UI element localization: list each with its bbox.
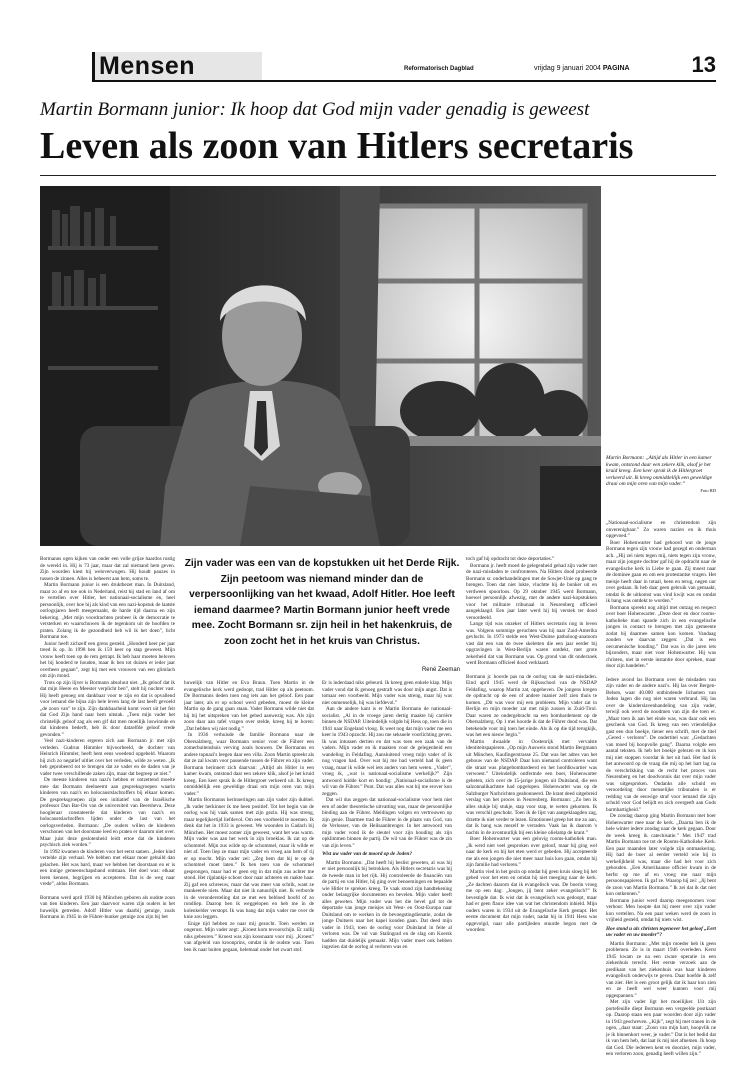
paragraph: huwelijk van Hitler en Eva Braun. Toen Martin in de evangelische kerk werd gedoopt, trad Hitler op als peetoom. De Bormanns deden toen nog iets aan het geloof. Een paar jaar later, als er op school werd gebeden, moest de kleine Martin op de gang gaan staan. Vader Bormann wilde niet dat hij bij het uitspreken van het gebed aanwezig was. Als zijn zoon daar aan tafel vragen over stelde, kreeg hij te horen: „Dat hebben wij niet nodig.” [184,680,314,732]
paragraph: Veel nazi-kinderen ergeren zich aan Bormann jr. met zijn verleden. Gudrun Himmler bijvoorbeeld, de dochter van Heinrich Himmler, heeft hem eens woedend opgebeld. Waarom hij zich zo negatief uitliet over het verleden, wilde ze weten. „Ik heb geprobeerd tot te brengen dat ze vader en de daden van je vader twee verschillende zaken zijn, maar dat begreep ze niet.” [40,738,175,777]
pull-quote: Zijn vader was een van de kopstukken uit het Derde Rijk. Zijn peetoom was niemand minder dan de verpersoonlijking van het kwaad, Adolf Hitler. Hoe leeft iemand daarmee? Martin Bormann junior heeft vrede mee. Zocht Bormann sr. zijn heil in het hakenkruis, de zoon zocht het in het kruis van Christus. [184,558,460,647]
paragraph: Martin Bormann: „Met mijn moeder heb ik geen problemen. Ze is in maart 1946 overleden. Kerst 1945 kwam ze na een zware operatie in een ziekenhuis terecht. Het eerste verzoek aan de predikant van het ziekenhuis was haar kinderen evangelisch onderwijs te geven. Daar hoefde ik zelf van ziet. Het is een groot gelijk dat ik haar kon zien en ze heeft wel weer kunnen voor mij opgespannen.” [606,940,716,999]
paragraph: Martin Bormanns herinneringen aan zijn vader zijn dubbel. „Ik vader herkinner ik me heen positief. Tot het begin van de oorlog was hij vaak samen met zijn gezin. Hij was streng, maar tegelijkertijd liefdevol. Om een voorbeeld te noemen. Ik denk dat het in 1933 is geweest. We woonden in Gadach bij München. Het moest zomer zijn geweest, want het was warm. Mijn vader was aan het werk in zijn broeklas. Ik zat op de schommel. Mijn zus wilde op de schommel, maar ik wilde er niet af. Toen liep ze maar mijn vader en vroeg aan hem of rij er op mocht. Mijn vader zei: „Zeg hem dat hij te op de schommel moet laten.” Ik ben toen van de schommel gesprongen, maar had er geen erg in dat mijn zus achter me stond. Het rijplankje schoot door naar achteren en raakte haar. Zij gaf een schreeuw, maar dat was meer van schrik, want ze mankeerde niets. Maar dat niet ik natuurlijk niet. Ik verborde in de verondersteling dat ze met een bebloed hoofd of zo rondliep. Daarop ben ik weggelopen en heb me in de kolenkelder verstopt. Ik was bang dat mijn vader me over de knie zou leggen. [184,797,314,920]
paragraph: Bormann jr. heeft moed de gelegenheid gehad zijn vader met de nazi-misdaden te confronteren. Na Hitlers dood probeerde Bormann sr. onderhandelingen met de Sowjet-Unie op gang te brengen. Toen dat niet lukte, vluchtte hij de bunker uit en verdween spoorloos. Op 29 oktober 1945 werd Bormann, hoewel persoonlijk afwezig, met de andere nazi-kopstukken voor het militaire tribunaal in Neurenberg officieel aangeklaagd. Een jaar later werd hij bij verstek ter dood veroordeeld. [466,562,597,621]
paragraph: Met zijn vader ligt het moeilijker. Uit zijn portefeuille diept Bormann een vergeelde postkaart op. Daarop staan een paar woorden door zijn vader in 1943 geschreven. „Kijk”, zegt hij met tranen in de ogen, „daar staat: „Zoon van mijn hart, hoopvlik ne je ik binnenkort weer, je vader.” Dat is het bedid dat ik van hem heb, dat laat ik mij niet afnemen. Ik hoop dat God. Die iedereen kent en doorziet, mijn vader, een verloren zoon, genadig heeft willen zijn.” [606,999,716,1056]
interview-question: Wist uw vader van de moord op de Joden? [322,851,413,857]
paragraph: Er is inderdaad niks gebeurd. Ik kreeg geen enkele klap. Mijn vader vond dat ik genoeg gestraft was door mijn angst. Dat is tomaar een voorbeeld. Mijn vader was streng, maar hij was niet onmenselijk, hij was liefdevol.” [322,680,452,706]
paragraph: Iedere avond las Bormann over de misdaden van zijn vader en de andere nazi's. Hij las over Bergen-Belsen, waar 40.000 ontbindende lichamen van Joden lagen die nog niet waren verbrand. Hij las over de kinderslavenhandeling van zijn vader, terwijl ook werd de noodmen van zijn die toen er. „Maar toen ik aan het einde was, was daar ook een geschenk van God. Ik kreeg van een vriendelijke gast een dun boekje, tiener een schrift, met de titel „Gered - verloren”. De ondertitel was: „Gedachten van moed bij hoopvolle gang”. Daarna volgde een aantal teksten. Ik heb het boekje gelezen en ik kon mij niet stoppen voordat ik het uit had. Het had ik het antwoord op de vraag die mij op het hart lag na de verschrikking van de recht het proces van Neurenberg en het doodvonnis dat over mijn vader was uitgesproken. Ondanks alle schuld en veroordeling door menselijke tribunalen is er redding van de eeuwige straf voor iemand die zijn schuld voor God belijdt en zich overgeeft aan Gods barmhartigheid.” [606,676,716,813]
interview-question: Hoe stond u als christen tegenover het geloof „Eert uw vader en uw moeder”? [606,925,716,938]
issue-date: vrijdag 9 januari 2004 PAGINA [534,65,630,72]
paragraph: Bormanns ogen kijken van onder een volle grijze haardos rustig de wereld in. Hij is 73 jaar, maar dat zal niemand hem geven. Zijn woorden kiest hij weloverwogen. Hij houdt pauzes in tussen de zinnen. Alles is beheerst aan hem, soms te. [40,556,175,582]
newspaper-name: Reformatorisch Dagblad [404,66,474,72]
paragraph: Bormann werd april 1930 bij München geboren als oudste zoon van tien kinderen. Een jaar daarvoor waren zijn ouders in het huwelijk getreden. Adolf Hitler was daarbij getuige, zoals Bormann in 1945 in de Führer-bunker getuige zou zijn bij het [40,894,175,920]
section-title: Mensen [92,52,262,80]
paragraph: Bormann spreekt nog altijd met ontzag en respect over boer Hohenwarter. „Deze door en door rooms-katholieke man spande zich in een evangelische jongen in contact te brengen met zijn gemeente zodat hij daarmee samen kon komen. Vandaag zouden we daarvan zeggen: „Dat is een oecumenische houding.” Dat was in die jaren iets bijzonders, maar niet voor Hohenwarter. Hij was christen, niet in eerste instantie door spreken, maar door zijn handelen.” [606,604,716,669]
paragraph: Junior heeft zichzelf een grens gesteld. „Honderd keer per jaar treed ik op. In 1998 ben ik 159 keer op stap geweest. Mijn vrouw heeft toen op de rem getrapt. Ik heb haar moeten beloven het bij honderd te houden, maar ik ben tot duizen er ieder jaar overheen gegaan”, zegt hij met een vrouwen van een glimlach om zijn mond. [40,640,175,679]
portrait-photo [40,186,601,546]
title-rule [40,175,716,176]
paragraph: Lange tijd was onzeker of Hitlers secretaris nog in leven was. Volgens sommige geruchten was hij naar Zuid-Amerika gevlucht. In 1973 stelde een West-Duitse patholoog-anatoom vast dat een van de twee skeletten die een jaar eerder bij opgravingen in West-Berlijn waren ontdekt, met grote zekerheid dat van Bormann was. Op grond van dit onderzoek werd Bormann officieel dood verklaard. [466,621,597,666]
paragraph: Dat wil dus zeggen dat nationaal-socialisme voor hem niet een of ander theoretische uitvatting was, maar de persoonlijke binding aan de Führer. Meldingen volgen en vertrouwen op zijn genie. Daarmee trad de Führer in de plaats van God, van de Verlosser, van de Heilsaanbrenger. In het antwoord van mijn vader vond ik de sleutel voor zijn houding als zijn opklimmen binnen de partij. De wil van de Führer was de zin van zijn leven.” [322,797,452,849]
paragraph: Bormann jr. hoorde pas na de oorlog van de nazi-misdaden. Eind april 1945 werd de Rijksschool van de NSDAP Feldafing, waarop Martin zat, opgeheven. De jongens kregen de opdracht op de een of andere manier zelf zien thuis te komen. „Dit was voor mij een probleem. Mijn vader zat in Berlijn en mijn moeder zat met mijn zussen in Zuid-Tirol. Daar waren ze ondergebracht na een bombardement op de Obersalzberg. Op 1 mei hoorde ik dat de Führer dood was. Dat betekende voor mij toen het einde. Als ik op die tijd terugkijk, was het een nieuw begin.” [466,673,597,738]
header-rule [92,80,716,82]
paragraph: Boer Hohenwarter had gehoord wat de jonge Bormann tegen zijn vrouw had gezegd en onderman ach. „Hij zei niets tegen mij, niets tegen zijn vrouw, maar zijn jongste dochter gaf hij de opdracht naar de evangelische kerk in Liebe te gaan. Zij moest naar de dominee gaan en om een protestantse vragen. Het meisje heeft daar in totaal, heen en terug, negen uur over gedaan. Ik heb daar geen gebruik van gemaakt, omdat ik de uitkomst was vind kwijt was en omdat ik bang was ontdekt te worden.” [606,539,716,604]
caption-text: Martin Bormann: „Altijd als Hitler in een kamer kwam, ontstond daar een zekere klik, alsof je het kruid kreeg. Een keer sprak ik de Hitlergroet verkeerd uit. Ik kreeg onmiddellijk een geweldige draai om mijn oren van mijn vader.” [606,455,713,488]
body-column-5 [606,520,716,1056]
body-column-3 [322,680,452,1056]
header-meta [404,62,684,76]
body-column-2 [184,680,314,1056]
page-number: 13 [691,52,716,77]
paragraph: Boer Hohenwarter was een gelovig rooms-katholiek man. „Ik werd niet veel gesproken over geloof, maar hij ging wel naar de kerk en bij het eten werd er gebeden. Hij accepteerde me als een jongen die niet meer naar huis kon gaan, omdat hij zijn familie had verloren.” [466,836,597,868]
paragraph: Enige tijd hebben ze naar mij gezocht. Toen werden ze ongerust. Mijn vader zegt: „Kroest kom tevoorschijn. Er zullij niks gebeuren.” Kroest was zijn koosnaam voor mij. „Kroest” van afgeleid van kroonprins, omdat ik de oudste was. Toen ben ik naar buiten gegaan, helemaal onder het zwart stof. [184,920,314,953]
paragraph: Martin Bormann junior is een druktbezet man. In Duitsland, maar zo af en toe ook in Nederland, reist hij stad en land af om te vertellen over Hitler, het nationaal-socialisme en, heel persoonlijk, over hoe hij als kind van een nazi-kopstuk de laatste oorlogsjaren heeft meegemaakt, de harde tijd daarna en zijn bekering. „Met mijn voordrachten probeer ik de democratie te versterken en waarschuwen ik de tegenkom uit de hoofden te praten. Zolang ik de gezondheid heb wil ik het doen”, licht Bormann toe. [40,582,175,640]
paragraph: Martin dwaalde in Oostenrijk met vervalste identiteitspapieren. „Op mijn Ausweis stond Martin Bergmann uit München, Kaufingerstrasse 25. Dat was het adres van het gebouw van de NSDAP. Daar kon niemand controleren want die straat was platgebombardeerd en het hoofdkwartier was verwoest.” Uiteindelijk ontfermde een boer, Hohenwarter geheten, zich over de 15-jarige jongen uit Duitsland, die een salzonnalikachtste had opgelopen. Hohenwarter was op de Salzburger Nachrichten geabonneerd. De krant deed uitgebreid verslag van het proces in Neurenberg. Bormann: „Zo ben ik alles stukje bij stukje, stap voor stap, te weten gekomen. Ik was verschil geschokt. Toen ik de lijst van aangeklaagden zag, drzette ik niet verder te lezen. Emotioneel greep het me zo aan, dat ik bang was mezelf te verraden. Vaak las ik daarom 's nachts in de avontuurlijk bij een kleine olielamp de krant.” [466,738,597,836]
article-kicker: Martin Bormann junior: Ik hoop dat God mijn vader genadig is geweest [40,99,590,120]
paragraph: Aan de andere kant is er Martin Bormann de nationaal-socialist. „Al in de vroege jaren dertig maakte hij carrière binnen de NSDAP. Uiteindelijk volgde hij Hess op, toen die in 1941 naar Engeland vloog. Ik weet nog dat mijn vader me een keer in 1943 opzocht. Hij zou me seksuele voorlichting geven. Ik was intussen dertien en dat was toen een zaak van de vaders. Mijn vader en ik maakten voor de gelegenheid een wandeling in Feldafing. Aansluitend vroeg mijn vader of ik nog vragen had. Over wat hij me had verteld had ik geen vraag, maar ik wilde wel iets anders van hem weten. „Vader”, vroeg ik, „wat is nationaal-socialisme werkelijk?” Zijn antwoord luidde kort en bondig: „Nationaal-socialisme is de wil van de Führer.” Punt. Dat was alles wat hij me erover kon zeggen. [322,706,452,797]
paragraph: Bormann junior werd daarop meegenomen voor verhoor. Men hoopte dat hij meer over zijn vader kon vertellen. Na een paar weken werd de zoon in vrijheid gesteld, omdat hij niets wist. [606,897,716,923]
paragraph: toch gaf hij opdracht tot deze deportaties.” [466,556,555,562]
paragraph: De meeste kinderen van nazi's hebben er ontzettend moeite mee dat Bormann deelneemt aan gespreksgroepen waarin kinderen van nazi's en holocaustslachtoffers bij elkaar komen. De gespreksgroepen zijn een initiatief van de Israëlische professor Dan Bar-On van de universiteit van Beersheva. Deze hoogleraar constateerde dat kinderen van nazi's en holocaustslachtoffers lijden onder de last van het oorlogsverleden. Bormann: „De ouders willen de kinderen verschonen van het doorstane leed en praten er daarom niet over. Maar juist deze geslotenheid leidt ertoe dat de kinderen psychisch ziek worden.” [40,777,175,848]
paragraph: Trots op zijn lijver is Bormann absoluut niet. „Ik geloof dat ik dat mijn Heere en Meester verplicht ben”, stelt hij nuchter vast. Hij heeft genoeg om dankbaar voor te zijn en dat is opvallend voor iemand die bijna zijn hele leven lang de last heeft gevoeld „de zoon van” te zijn. Zijn dankbaarheid komt voort uit het feit dat God Zijn hand naar hem uitstak. „Toen mijn vader het christelijk geloof zag als een gif dat men moeilijk loswinnde en dat kinderen bederft, heb ik door datzelfde geloof vrede gevonden.” [40,679,175,738]
photo-credit: Foto RD [700,487,716,493]
author-credit: René Zeeman [421,667,460,673]
body-column-1 [40,556,175,1056]
paragraph: In 1936 verhuisde de familie Bormann naar de Obersalzberg, waar Bormann senior voor de Führer een zomerbuitenshuis verving zoals bouwen. De Bormanns en andere topnazi's leegen daar een villa. Zoon Martin spreekt als dat ze zal kwam voor passende tussen de Führer en zijn vader. Bormann herinnert zich daarvan: „Altijd als Hitler in een kamer kwam, ontstond daar een zekere klik, alsof je het kruid kreeg. Een keer sprak ik de Hitlergroet verkeerd uit. Ik kreeg onmiddellijk een geweldige draai om mijn oren van mijn vader.” [184,732,314,797]
photo-caption [606,455,716,515]
body-column-4 [466,556,597,1056]
paragraph: Martin vied in het gezin op omdat hij geen kruis sloeg bij het gebed voor het eten en omdat hij niet meeging naar de kerk. „Ze dachten daarom dat ik evangelisch was. De boerin vroeg me op een dag: „Jongen, jij bent zeker evangelisch?” Ik bevestigde dat. Ik wist dat ik evangelisch was gedoopt, maar had er geen flauw idee van wat het christendom inhield. Mijn ouders waren in 1934 uit de Evangelische Kerk gestapt. Het eerste document dat mijn vader, nadat hij in 1941 Hess was opgevolgd, naar alle partijleden stuurde begon met de woorden: [466,868,597,933]
paragraph: De zondag daarop ging Martin Bormann met boer Hohenwarter mee naar de kerk. „Daarna ben ik de hele winter iedere zondag naar de kerk gegaan. Door de week kreeg ik catechisatie.” Mei 1947 trad Martin Bormann toe tot de Rooms-Katholieke Kerk. Een paar maanden later volgde zijn ontmaskering. Hij had de boer al eerder verteld wie hij in werkelijkheid was, maar die had het voor zich gehouden. „Een Amerikaanse officier kwam in de herfst op me af en vroeg me naar mijn persoonspapieren. Ik gaf ze. Waarop hij zei: „Jij bent de zoon van Martin Bormann.” Ik zei dat ik dat niet kon ontkennen.” [606,813,716,897]
paragraph: In 1992 kwamen de kinderen voor het eerst samen. „Ieder kind vertelde zijn verhaal. We hebben met elkaar moer gehuild dan gelachen. Het was hard, maar we hebben het doorstaan en er is een innige gemeenschapsband ontstaan. Het doel was: elkaar leren kennen, begrijpen en accepteren. Dat is de weg naar vrede”, aldus Bormann. [40,848,175,887]
paragraph: „Nationaal-socialisme en christendom zijn onverenigbaar.” Zo waren nazien en ik thuis opgevoed.” [606,520,716,539]
article-headline: Leven als zoon van Hitlers secretaris [40,125,634,167]
paragraph: Martin Bormann: „Dat heeft hij beslist geweten, al was hij er niet persoonlijk bij betrokken. Als Hitlers secretaris was hij de tweede man in het rijk. Hij controleerde de financiën van de partij en van Hitler, hij ging over benoemingen en bepaalde wie Hitler te spreken kreeg. Te vaak stond zijn handtekening onder belangrijke documenten en bevelen. Mijn vader heeft alles geweten. Mijn vader was het die bevel gaf tot de deportatie van jonge meisjes uit West- en Oost-Europa naar Duitsland om te werken in de bevoegstingdienatie, zodat de jonge Duitsers naar het kapel konden gaan. Dat deed mijn vader in 1943, toen de oorlog voor Duitsland in feite al verloren was. De val van Stalingrad en de slag om Koersk hadden dat duidelijk gemaakt. Mijn vader moet ook hebben ingezien dat de oorlog al verloren was en [322,859,452,950]
